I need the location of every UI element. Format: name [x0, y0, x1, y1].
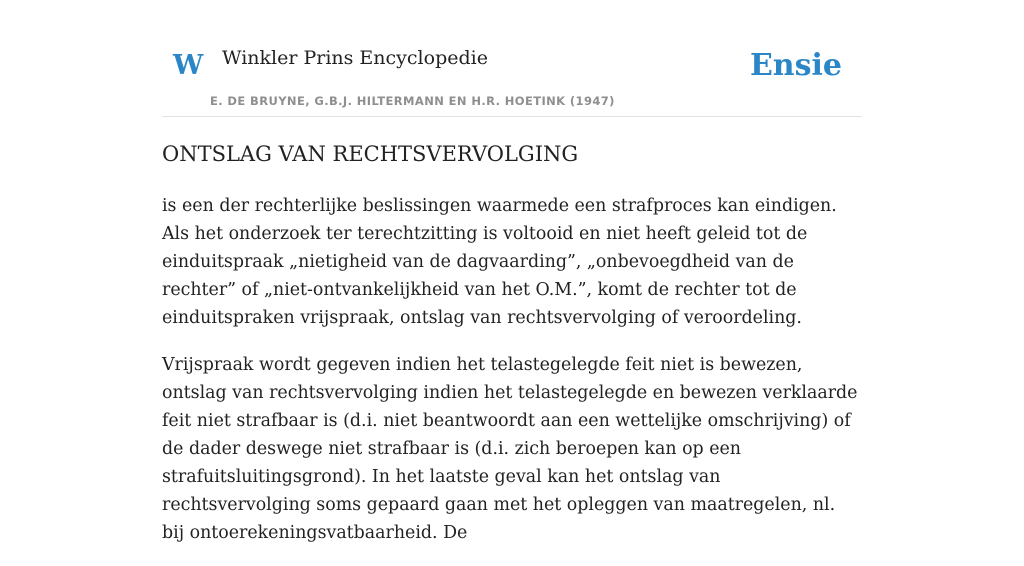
header [162, 30, 862, 117]
ensie-logo[interactable]: Ensie [749, 48, 842, 83]
publication-authors: E. DE BRUYNE, G.B.J. HILTERMANN EN H.R. HOETINK (1947) [210, 94, 615, 108]
publication-title[interactable]: Winkler Prins Encyclopedie [222, 47, 488, 69]
winkler-prins-logo[interactable]: W [173, 50, 204, 81]
article-paragraph: is een der rechterlijke beslissingen waarmede een strafproces kan eindigen. Als het onderzoek ter terechtzitting is voltooid en niet heeft geleid tot de einduitspraak „nietigheid van de dagvaarding”, „onbevoegdheid van de rechter” of „niet-ontvankelijkheid van het O.M.”, komt de rechter tot de einduitspraken vrijspraak, ontslag van rechtsvervolging of veroordeling. [162, 196, 837, 328]
article-title: ONTSLAG VAN RECHTSVERVOLGING [162, 142, 579, 166]
article-paragraph: Vrijspraak wordt gegeven indien het telastegelegde feit niet is bewezen, ontslag van rechtsvervolging indien het telastegelegde en bewezen verklaarde feit niet strafbaar is (d.i. niet beantwoordt aan een wettelijke omschrijving) of de dader deswege niet strafbaar is (d.i. zich beroepen kan op een strafuitsluitingsgrond). In het laatste geval kan het ontslag van rechtsvervolging soms gepaard gaan met het opleggen van maatregelen, nl. bij ontoerekeningsvatbaarheid. De [162, 355, 858, 543]
article-body [162, 192, 862, 566]
